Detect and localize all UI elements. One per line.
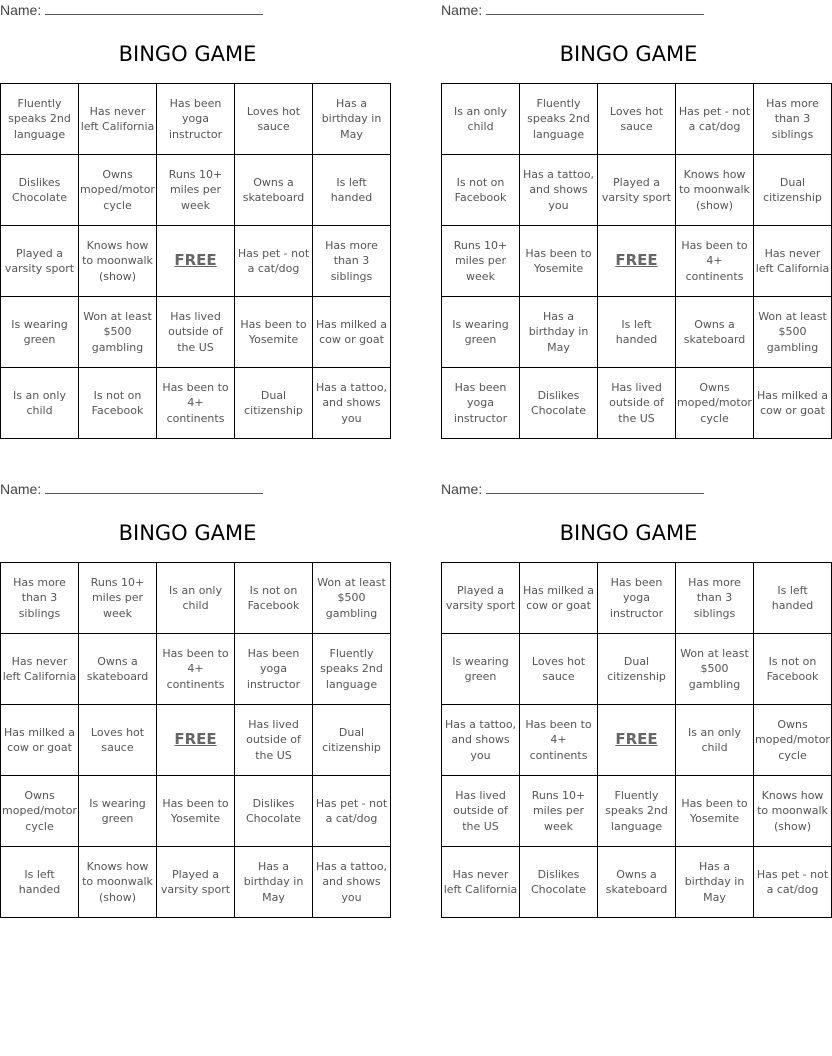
- bingo-square[interactable]: Has a tattoo, and shows you: [313, 847, 391, 918]
- name-field[interactable]: [0, 481, 263, 497]
- bingo-square[interactable]: Is an only child: [157, 563, 235, 634]
- bingo-square[interactable]: Knows how to moonwalk (show): [79, 847, 157, 918]
- bingo-row: [442, 563, 832, 634]
- bingo-square[interactable]: Loves hot sauce: [520, 634, 598, 705]
- bingo-square[interactable]: Won at least $500 gambling: [313, 563, 391, 634]
- bingo-square[interactable]: Knows how to moonwalk (show): [754, 776, 832, 847]
- bingo-row: [1, 297, 391, 368]
- bingo-square[interactable]: Is left handed: [598, 297, 676, 368]
- bingo-square[interactable]: Owns moped/motor cycle: [676, 368, 754, 439]
- bingo-square[interactable]: Won at least $500 gambling: [676, 634, 754, 705]
- name-blank-line[interactable]: [486, 492, 704, 494]
- bingo-square[interactable]: Runs 10+ miles per week: [79, 563, 157, 634]
- bingo-square[interactable]: Fluently speaks 2nd language: [598, 776, 676, 847]
- bingo-row: [1, 634, 391, 705]
- name-blank-line[interactable]: [45, 492, 263, 494]
- bingo-square[interactable]: Runs 10+ miles per week: [442, 226, 520, 297]
- bingo-square[interactable]: Has never left California: [754, 226, 832, 297]
- name-label: Name:: [0, 481, 42, 497]
- bingo-square[interactable]: Dual citizenship: [598, 634, 676, 705]
- name-field[interactable]: [0, 2, 263, 18]
- bingo-square[interactable]: Owns a skateboard: [598, 847, 676, 918]
- bingo-square[interactable]: Has been to 4+ continents: [157, 368, 235, 439]
- bingo-square[interactable]: Has been yoga instructor: [442, 368, 520, 439]
- bingo-card-1: [0, 0, 388, 440]
- bingo-square[interactable]: Won at least $500 gambling: [79, 297, 157, 368]
- bingo-square[interactable]: Runs 10+ miles per week: [520, 776, 598, 847]
- bingo-square[interactable]: Has pet - not a cat/dog: [235, 226, 313, 297]
- bingo-square[interactable]: Is not on Facebook: [754, 634, 832, 705]
- bingo-card-4: [441, 479, 830, 919]
- bingo-row: [442, 705, 832, 776]
- bingo-square[interactable]: Has been yoga instructor: [157, 84, 235, 155]
- bingo-square[interactable]: Has been to 4+ continents: [676, 226, 754, 297]
- bingo-square[interactable]: Fluently speaks 2nd language: [1, 84, 79, 155]
- bingo-square[interactable]: Owns moped/motor cycle: [1, 776, 79, 847]
- bingo-square[interactable]: Loves hot sauce: [235, 84, 313, 155]
- bingo-square[interactable]: Owns moped/motor cycle: [79, 155, 157, 226]
- name-field[interactable]: [441, 481, 704, 497]
- bingo-grid: [441, 83, 832, 439]
- bingo-square[interactable]: Is not on Facebook: [442, 155, 520, 226]
- bingo-square[interactable]: Has a tattoo, and shows you: [313, 368, 391, 439]
- bingo-square[interactable]: Has a tattoo, and shows you: [520, 155, 598, 226]
- bingo-square[interactable]: Has pet - not a cat/dog: [676, 84, 754, 155]
- bingo-square[interactable]: Has been to 4+ continents: [520, 705, 598, 776]
- bingo-square[interactable]: Has been yoga instructor: [235, 634, 313, 705]
- bingo-square[interactable]: Knows how to moonwalk (show): [676, 155, 754, 226]
- bingo-row: [442, 84, 832, 155]
- bingo-square[interactable]: Runs 10+ miles per week: [157, 155, 235, 226]
- bingo-square[interactable]: Dual citizenship: [235, 368, 313, 439]
- bingo-square[interactable]: Is an only child: [676, 705, 754, 776]
- bingo-square[interactable]: Dual citizenship: [313, 705, 391, 776]
- bingo-square[interactable]: Has milked a cow or goat: [754, 368, 832, 439]
- bingo-square[interactable]: Loves hot sauce: [79, 705, 157, 776]
- bingo-square[interactable]: Is wearing green: [79, 776, 157, 847]
- bingo-square[interactable]: Has pet - not a cat/dog: [754, 847, 832, 918]
- bingo-square[interactable]: Has more than 3 siblings: [313, 226, 391, 297]
- bingo-square[interactable]: Knows how to moonwalk (show): [79, 226, 157, 297]
- bingo-row: [1, 226, 391, 297]
- bingo-square[interactable]: Owns a skateboard: [79, 634, 157, 705]
- name-label: Name:: [441, 481, 483, 497]
- bingo-square[interactable]: Has lived outside of the US: [235, 705, 313, 776]
- card-title: BINGO GAME: [559, 521, 698, 545]
- name-blank-line[interactable]: [45, 13, 263, 15]
- bingo-row: [442, 776, 832, 847]
- bingo-square[interactable]: Is wearing green: [1, 297, 79, 368]
- card-title: BINGO GAME: [118, 42, 257, 66]
- bingo-row: [1, 776, 391, 847]
- bingo-square[interactable]: Is an only child: [1, 368, 79, 439]
- bingo-square[interactable]: Has been to 4+ continents: [157, 634, 235, 705]
- name-label: Name:: [0, 2, 42, 18]
- bingo-square[interactable]: Is left handed: [1, 847, 79, 918]
- bingo-row: [1, 705, 391, 776]
- free-square[interactable]: FREE: [157, 226, 235, 297]
- bingo-square[interactable]: Has been to Yosemite: [235, 297, 313, 368]
- bingo-row: [1, 155, 391, 226]
- bingo-square[interactable]: Won at least $500 gambling: [754, 297, 832, 368]
- bingo-square[interactable]: Has a tattoo, and shows you: [442, 705, 520, 776]
- bingo-square[interactable]: Is left handed: [754, 563, 832, 634]
- bingo-card-2: [441, 0, 830, 440]
- bingo-square[interactable]: Is an only child: [442, 84, 520, 155]
- name-blank-line[interactable]: [486, 13, 704, 15]
- bingo-grid: [0, 562, 391, 918]
- bingo-square[interactable]: Dislikes Chocolate: [1, 155, 79, 226]
- bingo-row: [1, 84, 391, 155]
- bingo-row: [1, 563, 391, 634]
- bingo-square[interactable]: Is left handed: [313, 155, 391, 226]
- bingo-square[interactable]: Owns moped/motor cycle: [754, 705, 832, 776]
- bingo-square[interactable]: Played a varsity sport: [1, 226, 79, 297]
- bingo-card-3: [0, 479, 388, 919]
- bingo-square[interactable]: Is wearing green: [442, 634, 520, 705]
- bingo-square[interactable]: Fluently speaks 2nd language: [313, 634, 391, 705]
- bingo-grid: [0, 83, 391, 439]
- bingo-square[interactable]: Has been to Yosemite: [676, 776, 754, 847]
- bingo-square[interactable]: Has lived outside of the US: [598, 368, 676, 439]
- free-square[interactable]: FREE: [598, 226, 676, 297]
- bingo-square[interactable]: Has never left California: [442, 847, 520, 918]
- bingo-square[interactable]: Dislikes Chocolate: [235, 776, 313, 847]
- bingo-square[interactable]: Has a birthday in May: [235, 847, 313, 918]
- bingo-row: [442, 226, 832, 297]
- bingo-square[interactable]: Loves hot sauce: [598, 84, 676, 155]
- bingo-square[interactable]: Has more than 3 siblings: [1, 563, 79, 634]
- bingo-square[interactable]: Has been to Yosemite: [157, 776, 235, 847]
- bingo-square[interactable]: Has lived outside of the US: [157, 297, 235, 368]
- free-square[interactable]: FREE: [157, 705, 235, 776]
- card-title: BINGO GAME: [559, 42, 698, 66]
- bingo-square[interactable]: Owns a skateboard: [676, 297, 754, 368]
- bingo-square[interactable]: Played a varsity sport: [598, 155, 676, 226]
- free-square[interactable]: FREE: [598, 705, 676, 776]
- bingo-square[interactable]: Has more than 3 siblings: [676, 563, 754, 634]
- bingo-square[interactable]: Is not on Facebook: [235, 563, 313, 634]
- bingo-square[interactable]: Has a birthday in May: [676, 847, 754, 918]
- bingo-square[interactable]: Has never left California: [79, 84, 157, 155]
- bingo-square[interactable]: Is wearing green: [442, 297, 520, 368]
- bingo-square[interactable]: Has lived outside of the US: [442, 776, 520, 847]
- bingo-square[interactable]: Is not on Facebook: [79, 368, 157, 439]
- bingo-square[interactable]: Dislikes Chocolate: [520, 368, 598, 439]
- bingo-row: [442, 368, 832, 439]
- bingo-row: [442, 155, 832, 226]
- bingo-row: [1, 847, 391, 918]
- bingo-square[interactable]: Has pet - not a cat/dog: [313, 776, 391, 847]
- bingo-square[interactable]: Dislikes Chocolate: [520, 847, 598, 918]
- bingo-square[interactable]: Dual citizenship: [754, 155, 832, 226]
- bingo-square[interactable]: Has milked a cow or goat: [313, 297, 391, 368]
- bingo-square[interactable]: Played a varsity sport: [157, 847, 235, 918]
- bingo-square[interactable]: Has a birthday in May: [520, 297, 598, 368]
- name-field[interactable]: [441, 2, 704, 18]
- bingo-square[interactable]: Fluently speaks 2nd language: [520, 84, 598, 155]
- bingo-row: [442, 847, 832, 918]
- bingo-square[interactable]: Played a varsity sport: [442, 563, 520, 634]
- bingo-square[interactable]: Has been yoga instructor: [598, 563, 676, 634]
- bingo-square[interactable]: Owns a skateboard: [235, 155, 313, 226]
- bingo-square[interactable]: Has milked a cow or goat: [520, 563, 598, 634]
- name-label: Name:: [441, 2, 483, 18]
- bingo-grid: [441, 562, 832, 918]
- bingo-square[interactable]: Has a birthday in May: [313, 84, 391, 155]
- bingo-row: [1, 368, 391, 439]
- bingo-row: [442, 634, 832, 705]
- bingo-square[interactable]: Has never left California: [1, 634, 79, 705]
- card-title: BINGO GAME: [118, 521, 257, 545]
- bingo-square[interactable]: Has milked a cow or goat: [1, 705, 79, 776]
- bingo-row: [442, 297, 832, 368]
- bingo-square[interactable]: Has been to Yosemite: [520, 226, 598, 297]
- bingo-square[interactable]: Has more than 3 siblings: [754, 84, 832, 155]
